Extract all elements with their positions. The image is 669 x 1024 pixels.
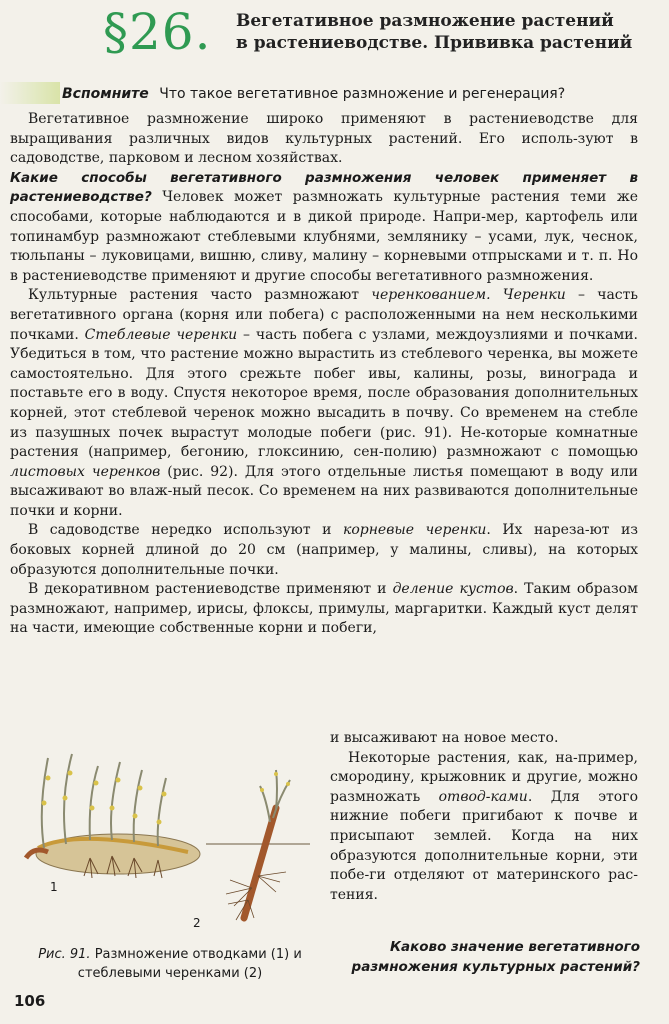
p4-b: . Их нареза-ют из боковых корней длиной до 20 см (например, у малины, сливы), на которых образуются дополнительные почки. bbox=[10, 522, 638, 578]
term-layering: отвод-ками bbox=[438, 788, 528, 805]
paragraph-2-text: Человек может размножать культурные растения теми же способами, которые наблюдаются и в дикой природе. Напри-мер, картофель или топинамбур размножают стеблевыми клубнями, землянику – усами, лук, чеснок, тюльпаны – луковицами, вишню, сливу, малину – корневыми отпрысками и т. п. Но в растениеводстве применяют и другие способы вегетативного размножения. bbox=[10, 189, 638, 284]
term-cuttings: черенкованием. Черенки bbox=[371, 287, 566, 304]
figure-label-1: 1 bbox=[50, 880, 58, 894]
paragraph-2 bbox=[10, 169, 638, 287]
main-text bbox=[10, 110, 638, 639]
recall-marker bbox=[0, 82, 60, 104]
p3-b: – часть вегетативного органа (корня или побега) с расположенными на нем несколькими почками. bbox=[10, 287, 639, 343]
side-column-text bbox=[330, 729, 638, 905]
section-number: §26. bbox=[103, 3, 212, 61]
section-title-line-2: в растениеводстве. Прививка растений bbox=[236, 33, 633, 53]
section-title bbox=[236, 10, 656, 54]
recall-label: Вспомните bbox=[62, 86, 149, 102]
term-leaf-cuttings: листовых черенков bbox=[10, 463, 161, 480]
term-stem-cuttings: Стеблевые черенки bbox=[84, 326, 238, 343]
caption-label: Рис. 91. bbox=[38, 947, 91, 962]
figure-label-2: 2 bbox=[193, 916, 201, 930]
paragraph-5-end: и высаживают на новое место. bbox=[330, 730, 559, 746]
paragraph-4 bbox=[10, 521, 638, 580]
p3-c: – часть побега с узлами, междоузлиями и почками. Убедиться в том, что растение можно вырастить из стеблевого черенка, вы можете самостоятельно. Для этого срежьте побег ивы, калины, розы, винограда и поставьте его в воду. Спустя некоторое время, после образования дополнительных корней, этот стеблевой черенок можно высадить в почву. Со временем на стебле из пазушных почек вырастут молодые побеги (рис. 91). Не-которые комнатные растения (например, бегонию, глоксинию, сен-полию) размножают с помощью bbox=[10, 326, 639, 461]
stem-cutting-drawing bbox=[206, 770, 310, 920]
p5-a: В декоративном растениеводстве применяют и bbox=[28, 581, 393, 598]
term-bush-division: деление кустов bbox=[392, 581, 514, 598]
p6-a: Некоторые растения, как, на-пример, смородину, крыжовник и другие, можно размножать bbox=[330, 749, 638, 805]
caption-text: Размножение отводками (1) и стеблевыми черенками (2) bbox=[77, 947, 302, 981]
recall-question: Что такое вегетативное размножение и регенерация? bbox=[159, 86, 566, 102]
p3-d: (рис. 92). Для этого отдельные листья помещают в воду или высаживают во влаж-ный песок. Со временем на них развиваются дополнительные почки и корни. bbox=[10, 463, 638, 519]
section-title-line-1: Вегетативное размножение растений bbox=[236, 11, 614, 31]
figure-91 bbox=[8, 748, 320, 934]
question-methods: Какие способы вегетативного размножения человек применяет в растениеводстве? bbox=[10, 169, 638, 206]
final-question: Каково значение вегетативного размножения культурных растений? bbox=[351, 939, 640, 975]
term-root-cuttings: корневые черенки bbox=[342, 522, 487, 539]
paragraph-3 bbox=[10, 286, 638, 521]
p5-b: . Таким образом размножают, например, ирисы, флоксы, примулы, маргаритки. Каждый куст делят на части, имеющие собственные корни и побеги, bbox=[10, 581, 638, 637]
layering-drawing bbox=[26, 754, 200, 878]
paragraph-1: Вегетативное размножение широко применяют в растениеводстве для выращивания различных видов культурных растений. Его исполь-зуют в садоводстве, парковом и лесном хозяйствах. bbox=[10, 111, 638, 167]
paragraph-6 bbox=[330, 749, 638, 906]
figure-caption bbox=[20, 945, 320, 983]
paragraph-5 bbox=[10, 580, 638, 639]
page-number: 106 bbox=[14, 992, 46, 1010]
recall-box bbox=[62, 84, 662, 104]
p3-a: Культурные растения часто размножают bbox=[28, 287, 372, 304]
p4-a: В садоводстве нередко используют и bbox=[28, 522, 343, 539]
layering-and-cuttings-illustration bbox=[8, 748, 320, 934]
p6-b: . Для этого нижние побеги пригибают к почве и присыпают землей. Когда на них образуются дополнительные корни, эти побе-ги отделяют от материнского рас-тения. bbox=[330, 788, 638, 903]
